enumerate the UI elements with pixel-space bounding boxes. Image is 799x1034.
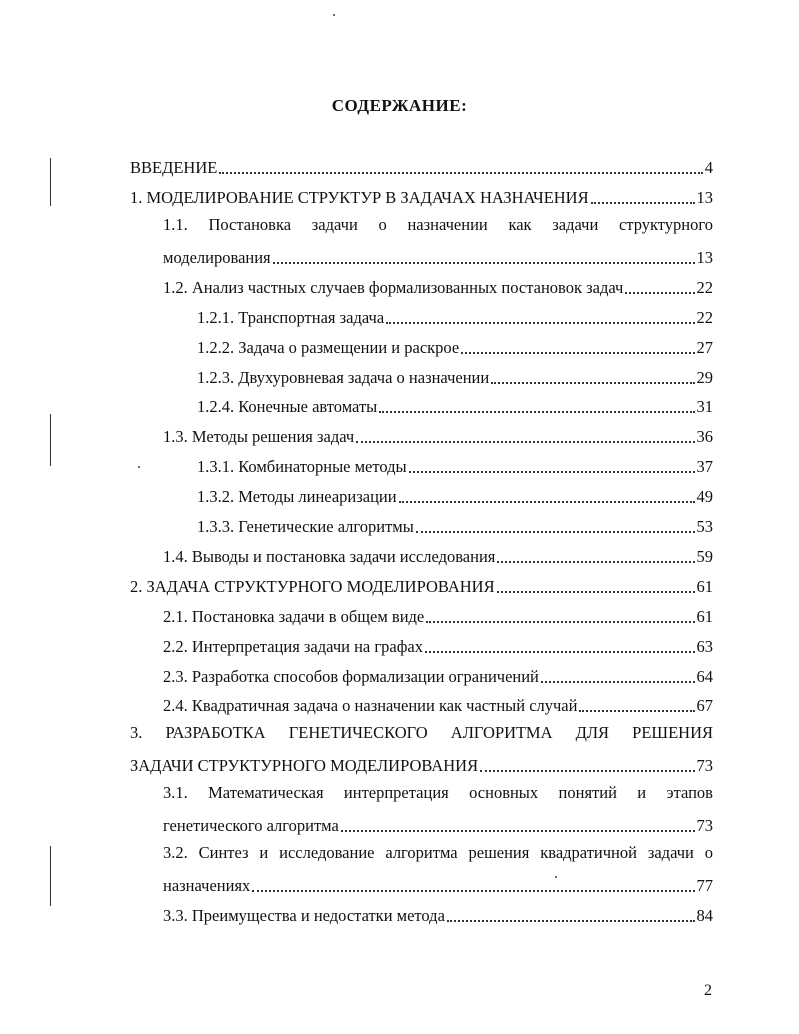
toc-entry-line1[interactable] [163, 214, 713, 238]
page-title: СОДЕРЖАНИЕ: [331, 96, 468, 115]
toc-entry-page: 27 [696, 338, 713, 357]
leader-dots [497, 581, 695, 593]
toc-entry[interactable] [163, 663, 713, 687]
toc-entry[interactable] [197, 453, 713, 477]
scan-speck [333, 14, 335, 16]
toc-entry-page: 13 [696, 188, 713, 207]
word: задачи [552, 215, 599, 234]
page-number: 2 [704, 982, 712, 999]
toc-entry-page: 64 [696, 667, 713, 686]
word: РАЗРАБОТКА [165, 723, 266, 742]
leader-dots [579, 700, 694, 712]
leader-dots [480, 760, 694, 772]
scan-speck [138, 466, 140, 468]
toc-entry-title: 1.3. Методы решения задач [163, 427, 355, 446]
word: ДЛЯ [575, 723, 610, 742]
leader-dots [416, 521, 695, 533]
toc-entry-title: 1.2.3. Двухуровневая задача о назначении [197, 368, 490, 387]
toc-entry[interactable] [163, 543, 713, 567]
toc-entry-title: генетического алгоритма [163, 816, 339, 835]
toc-entry[interactable] [163, 812, 713, 836]
leader-dots [591, 192, 695, 204]
toc-entry[interactable] [163, 872, 713, 896]
toc-entry-page: 84 [696, 906, 713, 925]
leader-dots [409, 461, 695, 473]
toc-entry-title: 1.2.2. Задача о размещении и раскрое [197, 338, 460, 357]
toc-entry[interactable] [163, 244, 713, 268]
leader-dots [252, 880, 694, 892]
toc-entry[interactable] [130, 184, 713, 208]
toc-entry-title: 1.4. Выводы и постановка задачи исследования [163, 547, 496, 566]
toc-entry[interactable] [163, 603, 713, 627]
toc-entry-page: 59 [696, 547, 713, 566]
word: задачи [311, 215, 358, 234]
word: Постановка [208, 215, 292, 234]
leader-dots [541, 671, 695, 683]
scan-mark [50, 158, 51, 206]
toc-entry-title: 1.2.4. Конечные автоматы [197, 397, 378, 416]
word: понятий [558, 783, 617, 802]
word: АЛГОРИТМА [450, 723, 553, 742]
toc-entry-page: 77 [696, 876, 713, 895]
word: РЕШЕНИЯ [632, 723, 713, 742]
leader-dots [461, 342, 694, 354]
word: Синтез [198, 843, 249, 862]
toc-entry[interactable] [163, 902, 713, 926]
toc-entry-title: 2.3. Разработка способов формализации ограничений [163, 667, 539, 686]
toc-entry-page: 37 [696, 457, 713, 476]
toc-entry[interactable] [197, 364, 713, 388]
toc-entry[interactable] [130, 573, 713, 597]
toc-entry[interactable] [163, 423, 713, 447]
scan-speck [555, 876, 557, 878]
toc-entry-title: 1. МОДЕЛИРОВАНИЕ СТРУКТУР В ЗАДАЧАХ НАЗНАЧЕНИЯ [130, 188, 589, 207]
toc-entry[interactable] [163, 633, 713, 657]
word: и [637, 783, 647, 802]
toc-entry[interactable] [130, 154, 713, 178]
scan-mark [50, 846, 51, 906]
word: ГЕНЕТИЧЕСКОГО [288, 723, 428, 742]
word: квадратичной [540, 843, 637, 862]
word: решения [468, 843, 530, 862]
word: о [704, 843, 713, 862]
toc-entry[interactable] [130, 752, 713, 776]
toc-entry-page: 67 [696, 696, 713, 715]
leader-dots [447, 910, 695, 922]
toc-entry-title: 2.1. Постановка задачи в общем виде [163, 607, 425, 626]
toc-entry-page: 61 [696, 577, 713, 596]
word: 3.2. [163, 843, 188, 862]
word: исследование [279, 843, 375, 862]
toc-entry-title: 2.4. Квадратичная задача о назначении как частный случай [163, 696, 578, 715]
toc-entry[interactable] [197, 304, 713, 328]
toc-entry-title: ЗАДАЧИ СТРУКТУРНОГО МОДЕЛИРОВАНИЯ [130, 756, 479, 775]
toc-entry-page: 61 [696, 607, 713, 626]
toc-entry-page: 53 [696, 517, 713, 536]
toc-entry-page: 29 [696, 368, 713, 387]
toc-entry-title: 1.3.2. Методы линеаризации [197, 487, 397, 506]
toc-entry-title: 1.3.1. Комбинаторные методы [197, 457, 407, 476]
toc-entry-title: 1.2. Анализ частных случаев формализованных постановок задач [163, 278, 624, 297]
toc-entry-line1[interactable] [130, 722, 713, 746]
toc-entry[interactable] [197, 393, 713, 417]
toc-entry-page: 63 [696, 637, 713, 656]
word: о [378, 215, 387, 234]
toc-entry-title: 2.2. Интерпретация задачи на графах [163, 637, 423, 656]
toc-entry[interactable] [163, 692, 713, 716]
toc-entry-page: 31 [696, 397, 713, 416]
word: 1.1. [163, 215, 188, 234]
leader-dots [273, 252, 695, 264]
toc-entry-page: 36 [696, 427, 713, 446]
toc-entry[interactable] [197, 513, 713, 537]
word: и [259, 843, 269, 862]
word: основных [469, 783, 539, 802]
toc-entry-page: 22 [696, 278, 713, 297]
leader-dots [341, 820, 695, 832]
word: Математическая [208, 783, 324, 802]
toc-entry-title: моделирования [163, 248, 271, 267]
toc-entry-title: 1.3.3. Генетические алгоритмы [197, 517, 414, 536]
word: назначении [407, 215, 488, 234]
toc-entry-page: 49 [696, 487, 713, 506]
leader-dots [497, 551, 694, 563]
word: 3.1. [163, 783, 188, 802]
word: 3. [130, 723, 143, 742]
word: структурного [618, 215, 713, 234]
leader-dots [399, 491, 695, 503]
word: задачи [647, 843, 694, 862]
toc-entry-page: 73 [696, 816, 713, 835]
toc-entry-page: 73 [696, 756, 713, 775]
leader-dots [426, 611, 694, 623]
leader-dots [386, 312, 694, 324]
toc-entry-title: 3.3. Преимущества и недостатки метода [163, 906, 445, 925]
leader-dots [425, 641, 695, 653]
toc-entry[interactable] [197, 483, 713, 507]
leader-dots [491, 372, 694, 384]
leader-dots [625, 282, 694, 294]
toc-entry-title: 1.2.1. Транспортная задача [197, 308, 385, 327]
toc-entry-page: 4 [704, 158, 713, 177]
scan-mark [50, 414, 51, 466]
leader-dots [219, 162, 702, 174]
word: интерпретация [343, 783, 449, 802]
toc-entry-line1[interactable] [163, 842, 713, 866]
toc-entry-line1[interactable] [163, 782, 713, 806]
word: алгоритма [385, 843, 458, 862]
toc-entry-title: ВВЕДЕНИЕ [130, 158, 218, 177]
toc-entry-page: 13 [696, 248, 713, 267]
leader-dots [356, 431, 694, 443]
toc-entry[interactable] [197, 334, 713, 358]
toc-entry-title: назначениях [163, 876, 251, 895]
leader-dots [379, 401, 694, 413]
toc-entry-page: 22 [696, 308, 713, 327]
toc-entry-title: 2. ЗАДАЧА СТРУКТУРНОГО МОДЕЛИРОВАНИЯ [130, 577, 495, 596]
word: этапов [666, 783, 713, 802]
word: как [508, 215, 532, 234]
toc-entry[interactable] [163, 274, 713, 298]
